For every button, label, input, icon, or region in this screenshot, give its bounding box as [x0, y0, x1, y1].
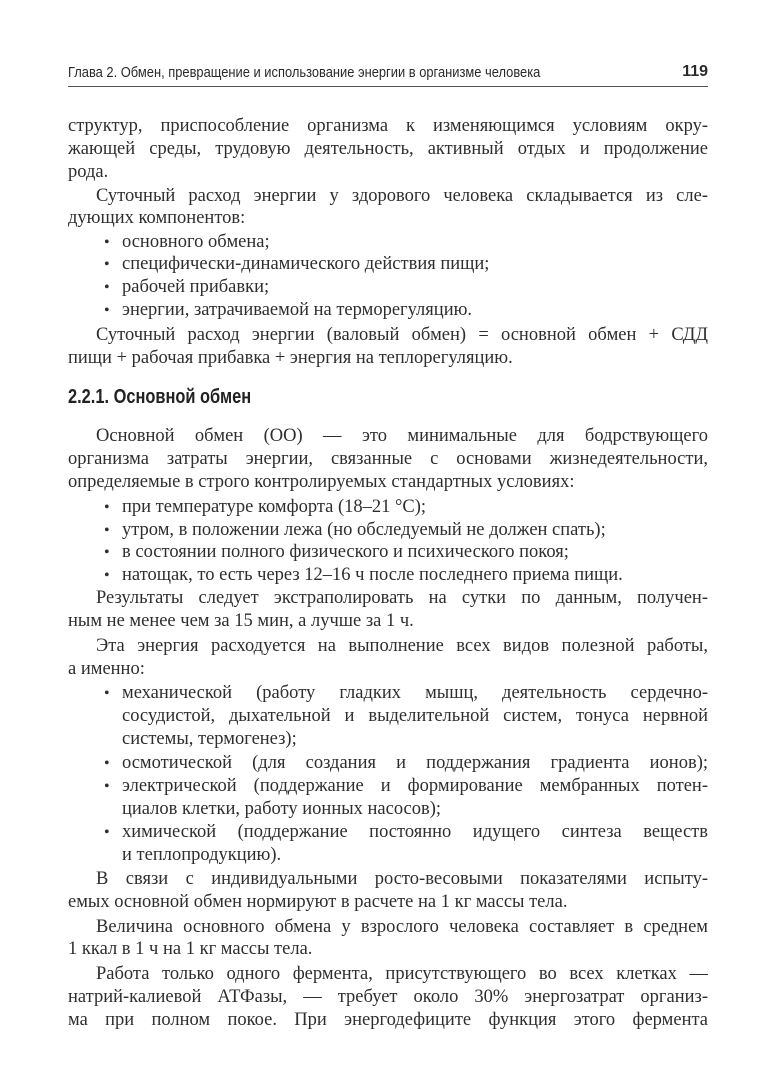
line-text: Суточный расход энергии у здорового человека складывается из сле- — [96, 186, 708, 206]
text-line — [122, 844, 708, 867]
text-line — [68, 138, 708, 161]
line-text: сосудистой, дыхательной и выделительной систем, тонуса нервной — [122, 706, 708, 726]
line-text: химической (поддержание постоянно идущего синтеза веществ — [122, 822, 708, 842]
text-line — [68, 610, 708, 633]
line-text: и теплопродукцию). — [122, 845, 282, 865]
line-text: основного обмена; — [122, 232, 270, 252]
bullet-icon: • — [104, 685, 110, 702]
line-text: механической (работу гладких мышц, деятельность сердечно- — [122, 683, 708, 703]
line-text: системы, термогенез); — [122, 729, 297, 749]
line-text: циалов клетки, работу ионных насосов); — [122, 799, 442, 819]
running-header — [68, 62, 708, 87]
text-line — [68, 658, 708, 681]
line-text: рабочей прибавки; — [122, 277, 270, 297]
bullet-item — [104, 519, 708, 542]
line-text: организма затраты энергии, связанные с основами жизнедеятельности, — [68, 449, 708, 469]
line-text: Эта энергия расходуется на выполнение всех видов полезной работы, — [96, 636, 708, 656]
bullet-icon: • — [104, 499, 110, 516]
bullet-item — [104, 496, 708, 519]
line-text: В связи с индивидуальными росто-весовыми показателями испыту- — [96, 869, 708, 889]
bullet-item — [104, 541, 708, 564]
text-line — [68, 347, 708, 370]
line-text: Результаты следует экстраполировать на сутки по данным, получен- — [96, 588, 708, 608]
bullet-icon: • — [104, 302, 110, 319]
text-line — [68, 986, 708, 1009]
text-line — [122, 705, 708, 728]
line-text: ным не менее чем за 15 мин, а лучше за 1 ч. — [68, 611, 414, 631]
text-line — [68, 891, 708, 914]
line-text: структур, приспособление организма к изменяющимся условиям окру- — [68, 116, 708, 136]
text-line — [122, 798, 708, 821]
line-text: Работа только одного фермента, присутствующего во всех клетках — — [96, 964, 708, 984]
line-text: пищи + рабочая прибавка + энергия на теплорегуляцию. — [68, 348, 513, 368]
text-line — [96, 425, 708, 448]
line-text: определяемые в строго контролируемых стандартных условиях: — [68, 472, 575, 492]
bullet-icon: • — [104, 824, 110, 841]
bullet-item — [104, 682, 708, 705]
line-text: а именно: — [68, 659, 145, 679]
section-heading: 2.2.1. Основной обмен — [68, 386, 252, 408]
bullet-item — [104, 564, 708, 587]
text-line — [96, 963, 708, 986]
text-line — [68, 115, 708, 138]
line-text: при температуре комфорта (18–21 °С); — [122, 497, 427, 517]
running-header-title: Глава 2. Обмен, превращение и использование энергии в организме человека — [68, 64, 541, 81]
text-line — [96, 587, 708, 610]
line-text: Основной обмен (ОО) — это минимальные для бодрствующего — [96, 426, 708, 446]
text-line — [68, 448, 708, 471]
bullet-icon: • — [104, 522, 110, 539]
bullet-item — [104, 253, 708, 276]
line-text: емых основной обмен нормируют в расчете на 1 кг массы тела. — [68, 892, 568, 912]
text-line — [96, 868, 708, 891]
line-text: натощак, то есть через 12–16 ч после последнего приема пищи. — [122, 565, 623, 585]
text-line — [68, 938, 708, 961]
text-line — [122, 728, 708, 751]
line-text: электрической (поддержание и формирование мембранных потен- — [122, 776, 708, 796]
bullet-icon: • — [104, 279, 110, 296]
page-number: 119 — [682, 63, 708, 80]
bullet-icon: • — [104, 755, 110, 772]
bullet-icon: • — [104, 544, 110, 561]
text-line — [68, 207, 708, 230]
text-line — [96, 916, 708, 939]
line-text: 1 ккал в 1 ч на 1 кг массы тела. — [68, 939, 313, 959]
line-text: осмотической (для создания и поддержания градиента ионов); — [122, 753, 708, 773]
line-text: жающей среды, трудовую деятельность, активный отдых и продолжение — [68, 139, 708, 159]
bullet-icon: • — [104, 234, 110, 251]
text-line — [68, 1009, 708, 1032]
text-line — [96, 635, 708, 658]
line-text: энергии, затрачиваемой на терморегуляцию. — [122, 300, 473, 320]
bullet-icon: • — [104, 778, 110, 795]
line-text: утром, в положении лежа (но обследуемый не должен спать); — [122, 520, 606, 540]
text-line — [68, 471, 708, 494]
line-text: рода. — [68, 162, 109, 182]
bullet-item — [104, 231, 708, 254]
line-text: специфически-динамического действия пищи; — [122, 254, 490, 274]
bullet-item — [104, 276, 708, 299]
line-text: ма при полном покое. При энергодефиците функция этого фермента — [68, 1010, 708, 1030]
bullet-icon: • — [104, 256, 110, 273]
bullet-icon: • — [104, 567, 110, 584]
line-text: дующих компонентов: — [68, 208, 246, 228]
text-line — [68, 161, 708, 184]
bullet-item — [104, 775, 708, 798]
line-text: натрий-калиевой АТФазы, — требует около 30% энергозатрат организ- — [68, 987, 708, 1007]
text-line — [96, 324, 708, 347]
bullet-item — [104, 821, 708, 844]
bullet-item — [104, 299, 708, 322]
line-text: в состоянии полного физического и психического покоя; — [122, 542, 569, 562]
bullet-item — [104, 752, 708, 775]
line-text: Суточный расход энергии (валовый обмен) = основной обмен + СДД — [96, 325, 708, 345]
text-line — [96, 185, 708, 208]
line-text: Величина основного обмена у взрослого человека составляет в среднем — [96, 917, 708, 937]
